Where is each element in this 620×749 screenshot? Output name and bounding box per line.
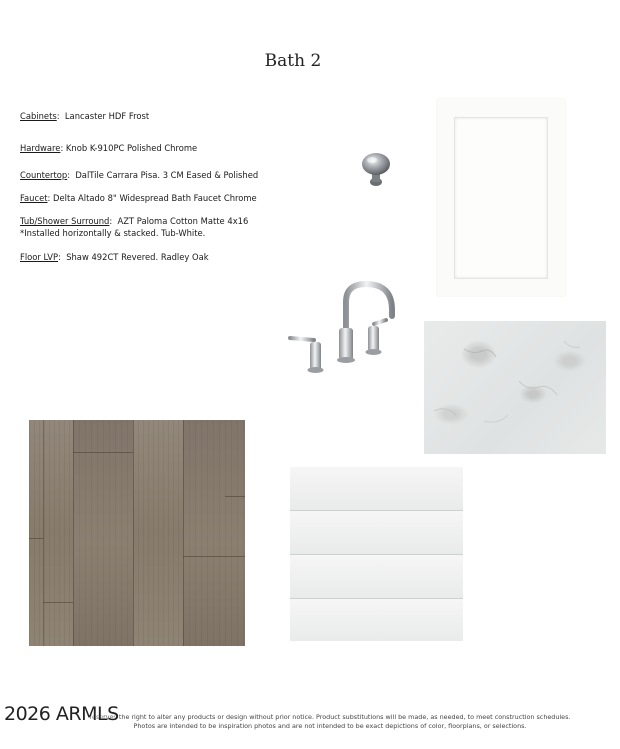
floor-plank bbox=[29, 420, 73, 646]
spec-label: Countertop bbox=[20, 170, 68, 180]
spec-value: Delta Altado 8" Widespread Bath Faucet Chrome bbox=[53, 193, 257, 203]
knob-image bbox=[360, 152, 392, 188]
spec-value: Lancaster HDF Frost bbox=[64, 111, 150, 121]
tile-row bbox=[290, 599, 463, 641]
spec-label: Cabinets bbox=[20, 111, 57, 121]
floor-plank bbox=[183, 420, 245, 646]
faucet-image bbox=[284, 280, 398, 376]
knob-icon bbox=[360, 152, 392, 188]
watermark: 2026 ARMLS bbox=[4, 703, 119, 725]
spec-tub-shower-surround: Tub/Shower Surround: AZT Paloma Cotton Matte 4x16 *Installed horizontally & stacked. Tub-White. bbox=[20, 216, 249, 238]
floor-seam bbox=[43, 420, 44, 646]
marble-veins bbox=[424, 321, 606, 454]
spec-value: DalTile Carrara Pisa. 3 CM Eased & Polished bbox=[75, 170, 259, 180]
floor-seam bbox=[43, 602, 73, 603]
floor-seam bbox=[183, 420, 184, 646]
disclaimer-line: reserves the right to alter any products or design without prior notice. Product substitutions will be made, as needed, to meet construction schedules. bbox=[89, 713, 571, 721]
spec-floor-lvp: Floor LVP: Shaw 492CT Revered. Radley Oak bbox=[20, 252, 209, 262]
countertop-quartz-swatch bbox=[424, 321, 606, 454]
floor-lvp-swatch bbox=[29, 420, 245, 646]
spec-label: Tub/Shower Surround bbox=[20, 216, 110, 226]
disclaimer-line: Photos are intended to be inspiration photos and are not intended to be exact depictions of color, floorplans, or selections. bbox=[133, 722, 527, 730]
floor-plank bbox=[73, 420, 133, 646]
cabinet-door-swatch bbox=[437, 99, 565, 296]
faucet-icon bbox=[284, 280, 398, 376]
page-title: Bath 2 bbox=[264, 51, 322, 71]
spec-label: Hardware bbox=[20, 143, 61, 153]
spec-label: Faucet bbox=[20, 193, 48, 203]
tile-row bbox=[290, 467, 463, 511]
spec-value: Shaw 492CT Revered. Radley Oak bbox=[66, 252, 209, 262]
spec-value: AZT Paloma Cotton Matte 4x16 bbox=[117, 216, 249, 226]
spec-cabinets: Cabinets: Lancaster HDF Frost bbox=[20, 111, 150, 121]
floor-seam bbox=[73, 420, 74, 646]
disclaimer bbox=[60, 713, 600, 731]
spec-note: *Installed horizontally & stacked. Tub-White. bbox=[20, 228, 206, 238]
tile-row bbox=[290, 511, 463, 555]
floor-seam bbox=[183, 556, 245, 557]
floor-seam bbox=[73, 452, 133, 453]
spec-hardware: Hardware: Knob K-910PC Polished Chrome bbox=[20, 143, 198, 153]
floor-plank bbox=[133, 420, 183, 646]
spec-value: Knob K-910PC Polished Chrome bbox=[65, 143, 198, 153]
spec-countertop: Countertop: DalTile Carrara Pisa. 3 CM Eased & Polished bbox=[20, 170, 259, 180]
tile-row bbox=[290, 555, 463, 599]
tub-surround-tile-swatch bbox=[290, 467, 463, 641]
floor-seam bbox=[133, 420, 134, 646]
cabinet-door-panel bbox=[454, 117, 548, 279]
spec-faucet: Faucet: Delta Altado 8" Widespread Bath Faucet Chrome bbox=[20, 193, 257, 203]
spec-label: Floor LVP bbox=[20, 252, 59, 262]
floor-seam bbox=[29, 538, 43, 539]
floor-seam bbox=[225, 496, 245, 497]
